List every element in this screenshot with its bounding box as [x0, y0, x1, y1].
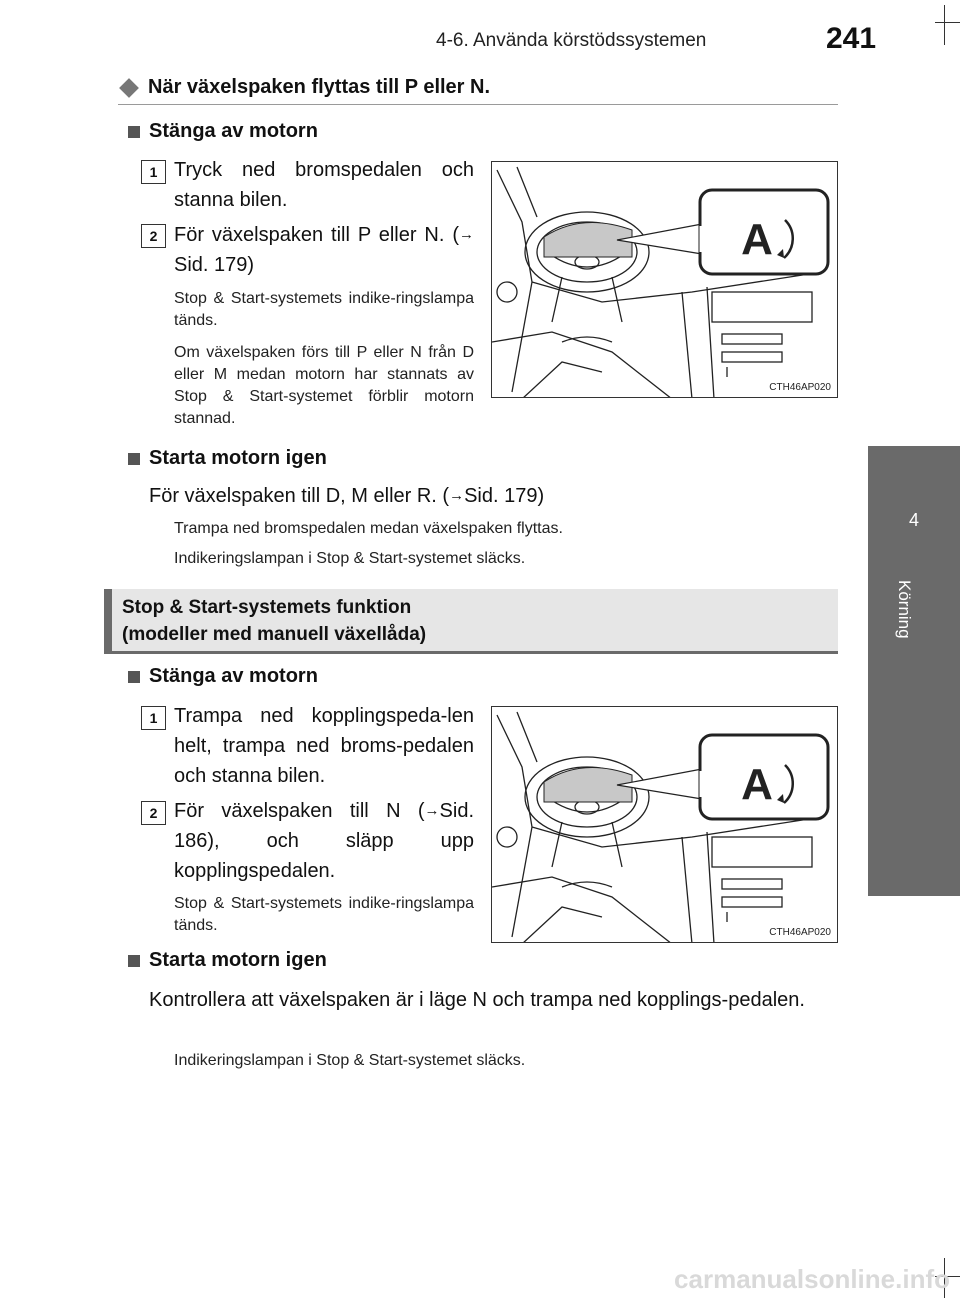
dashboard-drawing [492, 707, 838, 943]
arrow-icon: → [424, 802, 440, 819]
square-bullet-icon [128, 126, 140, 138]
restart-text [149, 481, 839, 511]
stop-heading-text: Stänga av motorn [149, 120, 318, 142]
section-banner [104, 589, 838, 654]
restart-heading [128, 949, 327, 972]
note-text: Indikeringslampan i Stop & Start-systemet släcks. [174, 550, 526, 567]
page-reference: Sid. 179) [464, 485, 545, 507]
restart-heading-text: Starta motorn igen [149, 447, 327, 469]
square-bullet-icon [128, 671, 140, 683]
dashboard-illustration [491, 161, 838, 398]
page-number: 241 [826, 22, 877, 55]
stop-heading-text: Stänga av motorn [149, 665, 318, 687]
note-text: Trampa ned bromspedalen medan växelspaken flyttas. [174, 520, 563, 537]
crop-mark [944, 5, 945, 45]
callout-letter: A [741, 760, 773, 809]
diamond-icon [119, 78, 139, 98]
restart-text: Kontrollera att växelspaken är i läge N och trampa ned kopplings-pedalen. [149, 989, 805, 1011]
step-number: 2 [141, 801, 166, 825]
figure-code: CTH46AP020 [769, 927, 831, 938]
running-header: 4-6. Använda körstödssystemen [436, 30, 707, 51]
chapter-number: 4 [908, 510, 919, 530]
step-number: 1 [141, 706, 166, 730]
restart-heading [128, 447, 327, 470]
dashboard-illustration [491, 706, 838, 943]
arrow-icon: → [459, 226, 474, 243]
page-reference: Sid. 179) [174, 254, 255, 276]
note-text: Stop & Start-systemets indike-ringslampa tänds. [174, 895, 474, 934]
watermark: carmanualsonline.info [674, 1264, 950, 1294]
arrow-icon: → [449, 487, 465, 504]
heading-rule [118, 104, 838, 105]
chapter-label: Körning [895, 580, 914, 639]
square-bullet-icon [128, 955, 140, 967]
note-text: Indikeringslampan i Stop & Start-systemet släcks. [174, 1052, 526, 1069]
banner-bar [104, 589, 112, 651]
restart-text-part: För växelspaken till D, M eller R. ( [149, 485, 450, 507]
square-bullet-icon [128, 453, 140, 465]
chapter-label-wrap [874, 580, 954, 700]
banner-line: (modeller med manuell växellåda) [122, 624, 427, 645]
figure-code: CTH46AP020 [769, 382, 831, 393]
note-text: Stop & Start-systemets indike-ringslampa tänds. [174, 290, 474, 329]
note-text: Om växelspaken förs till P eller N från D eller M medan motorn har stannats av Stop & Start-systemet förblir motorn stannad. [174, 344, 474, 427]
step-text [174, 220, 474, 280]
stop-heading [128, 665, 318, 688]
restart-heading-text: Starta motorn igen [149, 949, 327, 971]
step-text-part: För växelspaken till P eller N. ( [174, 224, 459, 246]
banner-title [122, 594, 426, 648]
step-text [174, 796, 474, 886]
step-number: 1 [141, 160, 166, 184]
callout-letter: A [741, 215, 773, 264]
chapter-tab [868, 446, 960, 896]
step-text: Tryck ned bromspedalen och stanna bilen. [174, 159, 474, 211]
dashboard-drawing [492, 162, 838, 398]
crop-mark [935, 22, 960, 23]
step-text: Trampa ned kopplingspeda-len helt, trampa ned broms-pedalen och stanna bilen. [174, 705, 474, 787]
step-text-part: För växelspaken till N ( [174, 800, 425, 822]
step-number: 2 [141, 224, 166, 248]
page-reference: Sid. 186), och släpp upp kopplingspedalen. [174, 800, 474, 882]
stop-heading [128, 120, 318, 143]
section1-heading-text: När växelspaken flyttas till P eller N. [148, 76, 491, 98]
banner-line: Stop & Start-systemets funktion [122, 597, 412, 618]
section1-heading [122, 76, 490, 99]
